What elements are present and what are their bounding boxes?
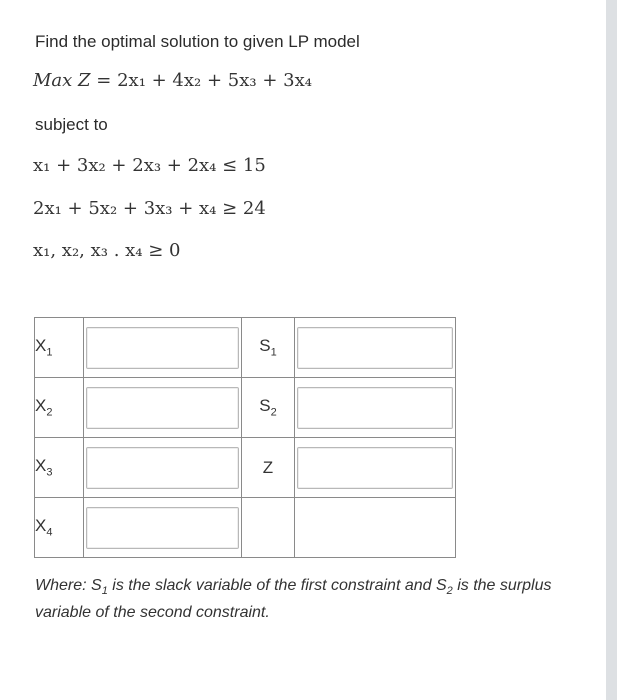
s1-answer-input[interactable] — [297, 327, 453, 369]
background-edge — [606, 0, 617, 700]
table-row — [35, 438, 456, 498]
empty-cell — [295, 498, 456, 558]
row-label-s1: $S_1$ — [242, 318, 295, 378]
objective-function — [33, 70, 312, 91]
empty-cell — [242, 498, 295, 558]
subject-to-label: subject to — [35, 115, 108, 134]
where-note: Where: $S_1$ is the slack variable of the first constraint and $S_2$ is the surplus variable of the second constraint. — [35, 577, 552, 622]
x1-answer-input[interactable] — [86, 327, 239, 369]
constraint-1: x₁ + 3x₂ + 2x₃ + 2x₄ ≤ 15 — [33, 155, 266, 176]
row-label-x2: $X_2$ — [35, 378, 84, 438]
objective-expression: = 2x₁ + 4x₂ + 5x₃ + 3x₄ — [96, 70, 312, 91]
x3-answer-input[interactable] — [86, 447, 239, 489]
row-label-s2: $S_2$ — [242, 378, 295, 438]
table-row — [35, 318, 456, 378]
z-answer-input[interactable] — [297, 447, 453, 489]
table-row — [35, 378, 456, 438]
x4-answer-input[interactable] — [86, 507, 239, 549]
row-label-x3: $X_3$ — [35, 438, 84, 498]
row-label-x4: $X_4$ — [35, 498, 84, 558]
nonnegativity-constraint: x₁, x₂, x₃ . x₄ ≥ 0 — [33, 240, 181, 261]
question-heading: Find the optimal solution to given LP model — [35, 32, 360, 51]
constraint-2: 2x₁ + 5x₂ + 3x₃ + x₄ ≥ 24 — [33, 198, 266, 219]
objective-prefix: Max Z — [33, 70, 91, 91]
x2-answer-input[interactable] — [86, 387, 239, 429]
row-label-x1: $X_1$ — [35, 318, 84, 378]
s2-answer-input[interactable] — [297, 387, 453, 429]
answer-table — [34, 317, 456, 558]
row-label-z: Z — [242, 438, 295, 498]
table-row — [35, 498, 456, 558]
